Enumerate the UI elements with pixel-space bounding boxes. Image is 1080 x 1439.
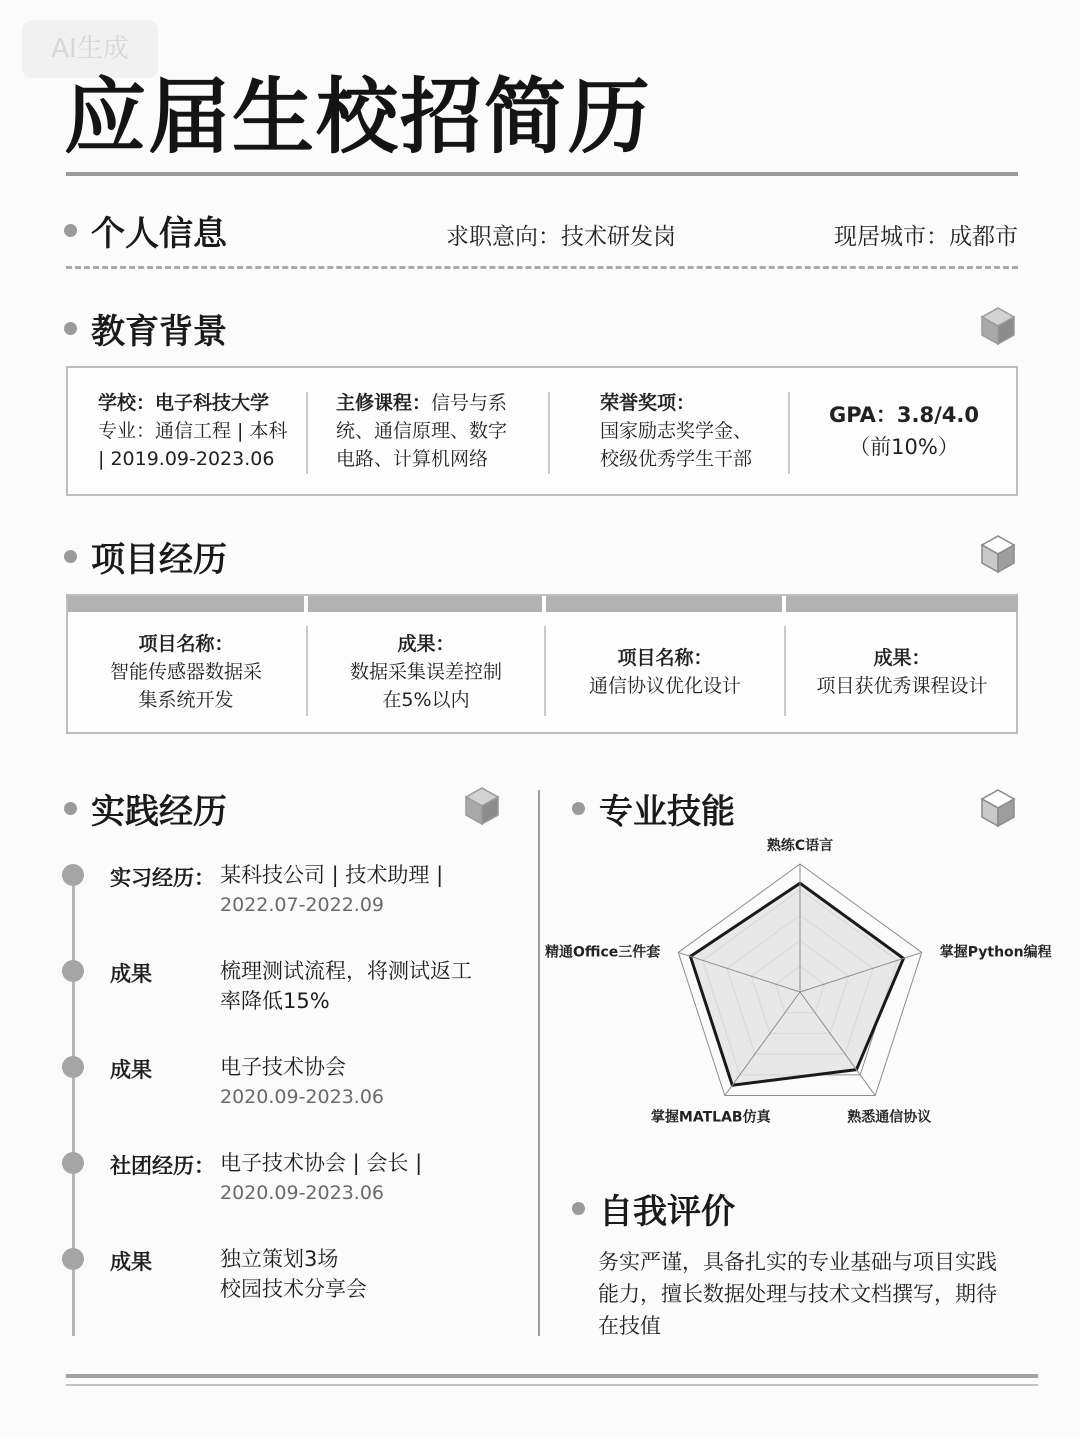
project-text: 数据采集误差控制: [349, 661, 502, 683]
cube-icon: [980, 788, 1016, 828]
project-cell: [546, 612, 784, 732]
education-school-cell: [98, 368, 318, 494]
timeline-text: 电子技术协会 | 会长 |: [220, 1151, 423, 1175]
radar-axis-label: 熟悉通信协议: [847, 1109, 932, 1126]
project-cell: [68, 612, 304, 732]
timeline-text: 某科技公司 | 技术助理 |: [220, 863, 444, 887]
job-intent: 求职意向：技术研发岗: [446, 224, 676, 250]
timeline-label: 社团经历：: [110, 1154, 215, 1178]
current-city: 现居城市：成都市: [834, 224, 1018, 250]
honors-text: 校级优秀学生干部: [600, 448, 753, 470]
top-rule: [66, 172, 1018, 176]
header-bar: [786, 596, 1018, 612]
timeline-text: 独立策划3场: [220, 1247, 339, 1271]
bullet-dot: [572, 1202, 585, 1215]
timeline-dot: [62, 960, 84, 982]
radar-axis-label: 掌握Python编程: [939, 944, 1052, 961]
gpa-rank: （前10%）: [849, 435, 959, 459]
header-bar: [68, 596, 304, 612]
study-period: | 2019.09-2023.06: [98, 448, 275, 470]
project-text: 在5%以内: [382, 689, 470, 711]
timeline-date: 2020.09-2023.06: [220, 1182, 384, 1204]
self-evaluation-text: [598, 1246, 1018, 1342]
education-honors-cell: [600, 368, 800, 494]
timeline-date: 2022.07-2022.09: [220, 894, 384, 916]
evaluation-line: 能力，擅长数据处理与技术文档撰写，期待: [598, 1282, 997, 1306]
timeline-dot: [62, 1248, 84, 1270]
section-practice: [64, 784, 227, 833]
timeline-label: 实习经历：: [110, 866, 215, 890]
section-title: 项目经历: [91, 540, 227, 580]
courses-label: 主修课程：: [336, 392, 432, 414]
timeline-dot: [62, 1056, 84, 1078]
bullet-dot: [64, 224, 77, 237]
ai-generated-watermark: AI生成: [22, 20, 158, 78]
education-courses-cell: [336, 368, 536, 494]
column-divider: [306, 392, 308, 474]
project-text: 通信协议优化设计: [588, 675, 741, 697]
bullet-dot: [64, 802, 77, 815]
column-divider: [548, 392, 550, 474]
page-title: 应届生校招简历: [64, 70, 653, 165]
bullet-dot: [64, 322, 77, 335]
project-text: 集系统开发: [138, 689, 234, 711]
skills-radar-chart: [544, 838, 1052, 1150]
section-projects: [64, 532, 227, 581]
project-text: 项目获优秀课程设计: [816, 675, 988, 697]
section-title: 教育背景: [91, 312, 227, 352]
timeline-label: 成果: [110, 962, 152, 986]
column-divider: [538, 790, 540, 1336]
header-bar: [546, 596, 782, 612]
cube-icon: [464, 786, 500, 826]
cube-icon: [980, 306, 1016, 346]
courses-text: 电路、计算机网络: [336, 448, 489, 470]
courses-text: 信号与系: [431, 392, 508, 414]
timeline-dot: [62, 1152, 84, 1174]
section-title: 自我评价: [599, 1192, 735, 1232]
project-text: 智能传感器数据采: [109, 661, 262, 683]
evaluation-line: 务实严谨，具备扎实的专业基础与项目实践: [598, 1250, 997, 1274]
projects-box: [66, 594, 1018, 734]
bottom-rule: [66, 1384, 1038, 1386]
bottom-rule: [66, 1374, 1038, 1378]
project-cell: [308, 612, 544, 732]
section-education: [64, 304, 227, 353]
timeline-text: 梳理测试流程，将测试返工: [220, 959, 472, 983]
project-label: 项目名称：: [138, 633, 234, 655]
project-label: 成果：: [397, 633, 455, 655]
timeline-label: 成果: [110, 1250, 152, 1274]
section-title: 实践经历: [91, 792, 227, 832]
evaluation-line: 在技值: [598, 1314, 661, 1338]
education-gpa-cell: [790, 368, 1018, 494]
section-personal-info: [64, 206, 227, 255]
radar-data-polygon: [690, 883, 903, 1085]
bullet-dot: [64, 550, 77, 563]
timeline-text: 电子技术协会: [220, 1055, 346, 1079]
timeline-dot: [62, 864, 84, 886]
timeline-label: 成果: [110, 1058, 152, 1082]
bullet-dot: [572, 802, 585, 815]
radar-axis-label: 掌握MATLAB仿真: [650, 1109, 771, 1126]
gpa: GPA：3.8/4.0: [828, 403, 980, 427]
project-cell: [786, 612, 1018, 732]
radar-axis-label: 精通Office三件套: [544, 944, 661, 961]
section-skills: [572, 784, 735, 833]
project-label: 成果：: [873, 647, 931, 669]
major: 专业：通信工程 | 本科: [98, 420, 288, 442]
section-title: 个人信息: [91, 214, 227, 254]
project-label: 项目名称：: [617, 647, 713, 669]
timeline-date: 2020.09-2023.06: [220, 1086, 384, 1108]
honors-text: 国家励志奖学金、: [600, 420, 753, 442]
timeline-text: 校园技术分享会: [220, 1277, 367, 1301]
header-bar: [308, 596, 542, 612]
courses-text: 统、通信原理、数字: [336, 420, 508, 442]
section-title: 专业技能: [599, 792, 735, 832]
education-box: [66, 366, 1018, 496]
cube-icon: [980, 534, 1016, 574]
school: 学校：电子科技大学: [98, 392, 270, 414]
section-self-evaluation: [572, 1184, 735, 1233]
dashed-divider: [66, 266, 1018, 269]
timeline-text: 率降低15%: [220, 989, 330, 1013]
honors-label: 荣誉奖项：: [600, 392, 696, 414]
radar-axis-label: 熟练C语言: [766, 838, 834, 854]
